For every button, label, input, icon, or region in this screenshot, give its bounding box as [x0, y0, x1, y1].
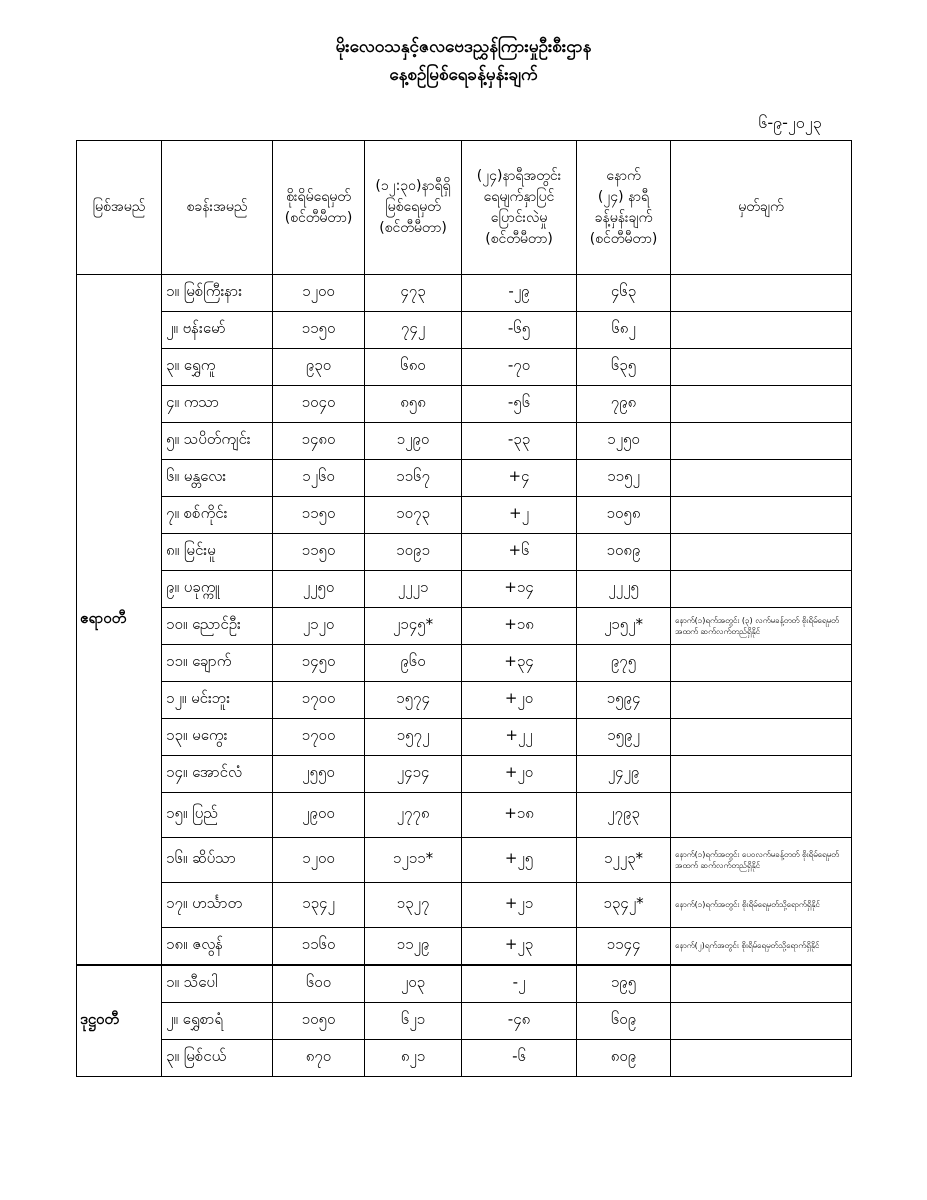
- document-date: ၆-၉-၂၀၂၃: [758, 113, 822, 132]
- station-name-cell: ၅။ သပိတ်ကျင်း: [162, 423, 273, 460]
- remark-cell: [671, 756, 852, 793]
- forecast-cell: ၁၁၄၄: [577, 928, 671, 966]
- danger-level-cell: ၁၂၀၀: [273, 275, 365, 312]
- forecast-cell: ၁၂၂၃*: [577, 838, 671, 883]
- header-row: [77, 141, 852, 275]
- danger-level-cell: ၂၅၅၀: [273, 756, 365, 793]
- danger-level-cell: ၁၇၀၀: [273, 719, 365, 756]
- col-forecast-line: နောက်: [606, 167, 641, 184]
- table-row: [77, 571, 852, 608]
- danger-level-cell: ၁၂၆၀: [273, 460, 365, 497]
- station-name-cell: ၁၀။ ညောင်ဦး: [162, 608, 273, 645]
- station-name-cell: ၁၂။ မင်းဘူး: [162, 682, 273, 719]
- forecast-cell: ၂၁၅၂*: [577, 608, 671, 645]
- table-row: [77, 682, 852, 719]
- table-row: [77, 793, 852, 838]
- danger-level-cell: ၁၁၅၀: [273, 534, 365, 571]
- table-row: [77, 608, 852, 645]
- danger-level-cell: ၆၀၀: [273, 965, 365, 1003]
- remark-cell: [671, 1003, 852, 1040]
- change-cell: +၂၀: [462, 756, 577, 793]
- change-cell: +၁၄: [462, 571, 577, 608]
- forecast-cell: ၈၀၉: [577, 1040, 671, 1077]
- col-change-line: (စင်တီမီတာ): [485, 230, 553, 247]
- change-cell: +၂၂: [462, 719, 577, 756]
- remark-cell: [671, 312, 852, 349]
- table-row: [77, 838, 852, 883]
- remark-cell: [671, 645, 852, 682]
- station-name-cell: ၁၆။ ဆိပ်သာ: [162, 838, 273, 883]
- table-row: [77, 965, 852, 1003]
- station-name-cell: ၁၈။ ဇလွန်: [162, 928, 273, 966]
- current-level-cell: ၂၀၃: [365, 965, 462, 1003]
- forecast-cell: ၁၀၈၉: [577, 534, 671, 571]
- change-cell: -၆: [462, 1040, 577, 1077]
- forecast-cell: ၆၀၉: [577, 1003, 671, 1040]
- danger-level-cell: ၁၀၅၀: [273, 1003, 365, 1040]
- forecast-cell: ၁၅၉၄: [577, 682, 671, 719]
- remark-cell: [671, 682, 852, 719]
- danger-level-cell: ၂၉၀၀: [273, 793, 365, 838]
- change-cell: +၄: [462, 460, 577, 497]
- col-current-line: (၁၂:၃၀)နာရီရှိ: [375, 178, 451, 194]
- col-change-line: ပြောင်းလဲမှု: [490, 209, 548, 226]
- table-row: [77, 1003, 852, 1040]
- danger-level-cell: ၂၁၂၀: [273, 608, 365, 645]
- current-level-cell: ၂၄၁၄: [365, 756, 462, 793]
- col-change-line: ရေမျက်နှာပြင်: [483, 188, 555, 205]
- station-name-cell: ၉။ ပခုက္ကူ: [162, 571, 273, 608]
- danger-level-cell: ၁၇၀၀: [273, 682, 365, 719]
- danger-level-cell: ၈၇၀: [273, 1040, 365, 1077]
- change-cell: +၁၈: [462, 608, 577, 645]
- danger-level-cell: ၁၀၄၀: [273, 386, 365, 423]
- current-level-cell: ၉၆၀: [365, 645, 462, 682]
- forecast-cell: ၁၀၅၈: [577, 497, 671, 534]
- danger-level-cell: ၁၄၅၀: [273, 645, 365, 682]
- river-forecast-table: [76, 140, 852, 1077]
- remark-cell: နောက်(၁)ရက်အတွင်း စိုးရိမ်ရေမှတ်သို့ရောက်ရှိနိုင်: [671, 883, 852, 928]
- table-row: [77, 312, 852, 349]
- station-name-cell: ၆။ မန္တလေး: [162, 460, 273, 497]
- change-cell: +၂၅: [462, 838, 577, 883]
- forecast-cell: ၂၂၂၅: [577, 571, 671, 608]
- station-name-cell: ၈။ မြင်းမူ: [162, 534, 273, 571]
- col-station-name: စခန်းအမည်: [162, 141, 273, 275]
- col-change-line: (၂၄)နာရီအတွင်း: [476, 167, 562, 184]
- col-current-line: မြစ်ရေမှတ်: [385, 199, 441, 215]
- danger-level-cell: ၁၁၅၀: [273, 497, 365, 534]
- current-level-cell: ၂၂၂၁: [365, 571, 462, 608]
- danger-level-cell: ၁၃၄၂: [273, 883, 365, 928]
- change-cell: -၂: [462, 965, 577, 1003]
- change-cell: -၅၆: [462, 386, 577, 423]
- change-cell: +၂၀: [462, 682, 577, 719]
- col-danger-line: (စင်တီမီတာ): [284, 209, 353, 226]
- remark-cell: နောက်(၂)ရက်အတွင်း စိုးရိမ်ရေမှတ်သို့ရောက်ရှိနိုင်: [671, 928, 852, 966]
- col-current-line: (စင်တီမီတာ): [379, 220, 447, 236]
- station-name-cell: ၁၃။ မကွေး: [162, 719, 273, 756]
- river-name-cell: ဒုဋ္ဌဝတီ: [77, 965, 162, 1077]
- current-level-cell: ၈၂၁: [365, 1040, 462, 1077]
- remark-cell: [671, 1040, 852, 1077]
- forecast-cell: ၁၂၅၀: [577, 423, 671, 460]
- station-name-cell: ၂။ ဗန်းမော်: [162, 312, 273, 349]
- station-name-cell: ၁။ သီပေါ: [162, 965, 273, 1003]
- change-cell: +၁၈: [462, 793, 577, 838]
- change-cell: +၂: [462, 497, 577, 534]
- change-cell: -၂၉: [462, 275, 577, 312]
- change-cell: -၇၀: [462, 349, 577, 386]
- col-river-name: မြစ်အမည်: [77, 141, 162, 275]
- station-name-cell: ၁။ မြစ်ကြီးနား: [162, 275, 273, 312]
- table-row: [77, 275, 852, 312]
- station-name-cell: ၁၁။ ချောက်: [162, 645, 273, 682]
- forecast-cell: ၆၃၅: [577, 349, 671, 386]
- station-name-cell: ၂။ ရွှေစာရံ: [162, 1003, 273, 1040]
- danger-level-cell: ၂၂၅၀: [273, 571, 365, 608]
- remark-cell: နောက်(၁)ရက်အတွင်း ပေ၀လက်မခန့်တတ် စိုးရိမ်ရေမှတ်အထက် ဆက်လက်တည်ရှိနိုင်: [671, 838, 852, 883]
- remark-cell: [671, 349, 852, 386]
- remark-cell: [671, 275, 852, 312]
- remark-cell: [671, 571, 852, 608]
- station-name-cell: ၃။ ရွှေကူ: [162, 349, 273, 386]
- current-level-cell: ၂၇၇၈: [365, 793, 462, 838]
- current-level-cell: ၂၁၄၅*: [365, 608, 462, 645]
- station-name-cell: ၁၇။ ဟင်္သာတ: [162, 883, 273, 928]
- change-cell: -၄၈: [462, 1003, 577, 1040]
- table-row: [77, 928, 852, 966]
- col-danger-level: [273, 141, 365, 275]
- table-row: [77, 534, 852, 571]
- forecast-cell: ၇၉၈: [577, 386, 671, 423]
- current-level-cell: ၁၅၇၂: [365, 719, 462, 756]
- danger-level-cell: ၁၁၆၀: [273, 928, 365, 966]
- current-level-cell: ၁၁၂၉: [365, 928, 462, 966]
- remark-cell: [671, 423, 852, 460]
- forecast-cell: ၁၃၄၂*: [577, 883, 671, 928]
- current-level-cell: ၆၈၀: [365, 349, 462, 386]
- current-level-cell: ၁၁၆၇: [365, 460, 462, 497]
- col-forecast-line: ခန့်မှန်းချက်: [594, 209, 653, 226]
- station-name-cell: ၁၄။ အောင်လံ: [162, 756, 273, 793]
- col-forecast: [577, 141, 671, 275]
- station-name-cell: ၄။ ကသာ: [162, 386, 273, 423]
- current-level-cell: ၄၇၃: [365, 275, 462, 312]
- remark-cell: [671, 719, 852, 756]
- current-level-cell: ၁၀၇၃: [365, 497, 462, 534]
- col-forecast-line: (၂၄) နာရီ: [597, 188, 650, 205]
- table-row: [77, 423, 852, 460]
- danger-level-cell: ၉၃၀: [273, 349, 365, 386]
- danger-level-cell: ၁၄၈၀: [273, 423, 365, 460]
- danger-level-cell: ၁၂၀၀: [273, 838, 365, 883]
- current-level-cell: ၁၂၉၀: [365, 423, 462, 460]
- remark-cell: [671, 965, 852, 1003]
- remark-cell: နောက်(၁)ရက်အတွင်း (၃) လက်မခန့်တတ် စိုးရိမ်ရေမှတ်အထက် ဆက်လက်တည်ရှိနိုင်: [671, 608, 852, 645]
- change-cell: +၃၄: [462, 645, 577, 682]
- table-row: [77, 349, 852, 386]
- current-level-cell: ၁၃၂၇: [365, 883, 462, 928]
- river-name-cell: ဧရာဝတီ: [77, 275, 162, 966]
- document-title: မိုးလေဝသနှင့်ဇလဗေဒညွှန်ကြားမှုဦးစီးဌာန: [335, 37, 592, 57]
- forecast-cell: ၁၁၅၂: [577, 460, 671, 497]
- document-subtitle: နေ့စဉ်မြစ်ရေခန့်မှန်းချက်: [389, 65, 538, 85]
- station-name-cell: ၇။ စစ်ကိုင်း: [162, 497, 273, 534]
- remark-cell: [671, 534, 852, 571]
- current-level-cell: ၇၄၂: [365, 312, 462, 349]
- col-24h-change: [462, 141, 577, 275]
- forecast-cell: ၉၇၅: [577, 645, 671, 682]
- remark-cell: [671, 386, 852, 423]
- station-name-cell: ၁၅။ ပြည်: [162, 793, 273, 838]
- table-row: [77, 645, 852, 682]
- forecast-cell: ၂၄၂၉: [577, 756, 671, 793]
- table-row: [77, 883, 852, 928]
- change-cell: +၂၁: [462, 883, 577, 928]
- forecast-cell: ၆၈၂: [577, 312, 671, 349]
- col-remarks: မှတ်ချက်: [671, 141, 852, 275]
- current-level-cell: ၁၂၁၁*: [365, 838, 462, 883]
- current-level-cell: ၈၅၈: [365, 386, 462, 423]
- remark-cell: [671, 497, 852, 534]
- forecast-cell: ၂၇၉၃: [577, 793, 671, 838]
- change-cell: -၆၅: [462, 312, 577, 349]
- forecast-cell: ၁၅၉၂: [577, 719, 671, 756]
- table-row: [77, 497, 852, 534]
- forecast-cell: ၁၉၅: [577, 965, 671, 1003]
- current-level-cell: ၁၅၇၄: [365, 682, 462, 719]
- remark-cell: [671, 460, 852, 497]
- col-forecast-line: (စင်တီမီတာ): [589, 230, 658, 247]
- col-danger-line: စိုးရိမ်ရေမှတ်: [286, 188, 351, 205]
- table-row: [77, 460, 852, 497]
- change-cell: -၃၃: [462, 423, 577, 460]
- danger-level-cell: ၁၁၅၀: [273, 312, 365, 349]
- table-row: [77, 386, 852, 423]
- table-row: [77, 1040, 852, 1077]
- remark-cell: [671, 793, 852, 838]
- change-cell: +၂၃: [462, 928, 577, 966]
- table-row: [77, 719, 852, 756]
- forecast-cell: ၄၆၃: [577, 275, 671, 312]
- current-level-cell: ၆၂၁: [365, 1003, 462, 1040]
- table-row: [77, 756, 852, 793]
- col-current-level: [365, 141, 462, 275]
- current-level-cell: ၁၀၉၁: [365, 534, 462, 571]
- station-name-cell: ၃။ မြစ်ငယ်: [162, 1040, 273, 1077]
- change-cell: +၆: [462, 534, 577, 571]
